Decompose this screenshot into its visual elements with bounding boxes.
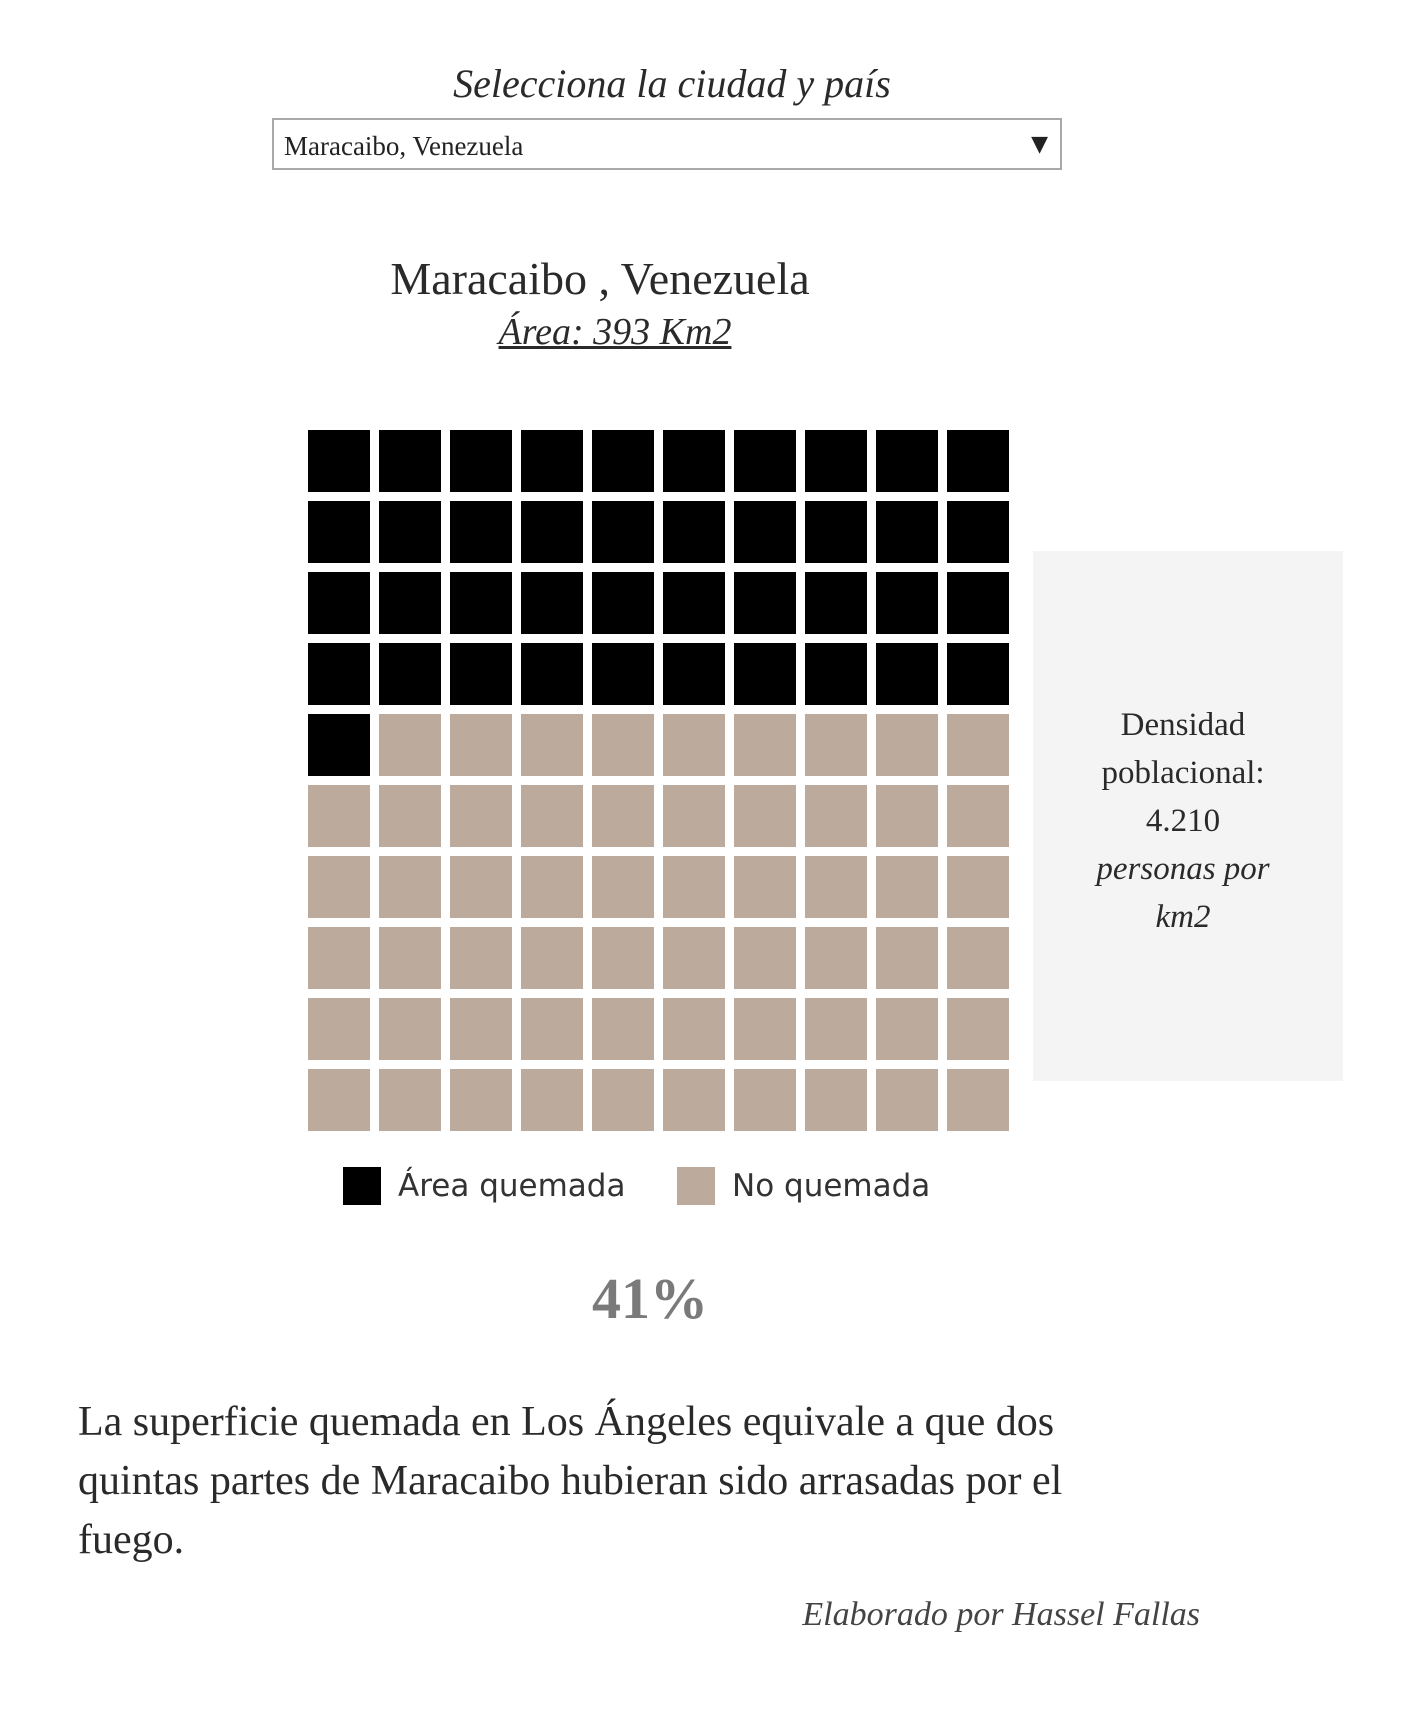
legend-label-burned: Área quemada xyxy=(398,1168,626,1204)
city-area: Área: 393 Km2 xyxy=(498,311,732,353)
waffle-cell-unburned xyxy=(734,1069,796,1131)
waffle-cell-burned xyxy=(947,643,1009,705)
waffle-cell-burned xyxy=(521,643,583,705)
waffle-cell-unburned xyxy=(663,785,725,847)
waffle-cell-burned xyxy=(308,501,370,563)
waffle-cell-burned xyxy=(379,430,441,492)
waffle-cell-unburned xyxy=(379,998,441,1060)
waffle-cell-unburned xyxy=(450,714,512,776)
waffle-cell-burned xyxy=(734,572,796,634)
waffle-cell-burned xyxy=(947,430,1009,492)
waffle-cell-unburned xyxy=(734,785,796,847)
waffle-cell-unburned xyxy=(592,785,654,847)
waffle-cell-unburned xyxy=(947,714,1009,776)
waffle-cell-unburned xyxy=(592,856,654,918)
waffle-cell-unburned xyxy=(521,785,583,847)
density-panel xyxy=(1033,551,1343,1081)
waffle-cell-burned xyxy=(876,643,938,705)
waffle-cell-unburned xyxy=(308,856,370,918)
waffle-cell-unburned xyxy=(947,785,1009,847)
waffle-cell-burned xyxy=(663,572,725,634)
waffle-cell-unburned xyxy=(805,856,867,918)
waffle-cell-unburned xyxy=(876,714,938,776)
waffle-cell-unburned xyxy=(805,785,867,847)
waffle-cell-unburned xyxy=(734,714,796,776)
waffle-cell-unburned xyxy=(592,1069,654,1131)
density-unit-line1: personas por xyxy=(1096,851,1270,887)
waffle-cell-burned xyxy=(308,643,370,705)
waffle-cell-burned xyxy=(805,501,867,563)
waffle-cell-burned xyxy=(734,643,796,705)
selector-label: Selecciona la ciudad y país xyxy=(453,61,891,106)
waffle-cell-burned xyxy=(379,643,441,705)
waffle-cell-unburned xyxy=(734,927,796,989)
waffle-cell-unburned xyxy=(379,927,441,989)
waffle-cell-burned xyxy=(947,572,1009,634)
waffle-cell-unburned xyxy=(521,1069,583,1131)
waffle-cell-unburned xyxy=(521,856,583,918)
waffle-cell-unburned xyxy=(876,927,938,989)
waffle-cell-burned xyxy=(308,430,370,492)
waffle-cell-burned xyxy=(947,501,1009,563)
waffle-cell-unburned xyxy=(947,1069,1009,1131)
waffle-cell-burned xyxy=(805,643,867,705)
waffle-cell-unburned xyxy=(663,714,725,776)
waffle-cell-unburned xyxy=(876,856,938,918)
waffle-cell-unburned xyxy=(521,998,583,1060)
waffle-cell-burned xyxy=(379,572,441,634)
waffle-cell-unburned xyxy=(734,856,796,918)
waffle-cell-unburned xyxy=(663,927,725,989)
waffle-cell-burned xyxy=(592,572,654,634)
waffle-cell-burned xyxy=(379,501,441,563)
waffle-cell-unburned xyxy=(805,1069,867,1131)
waffle-cell-unburned xyxy=(521,714,583,776)
waffle-cell-unburned xyxy=(805,714,867,776)
waffle-cell-burned xyxy=(450,501,512,563)
density-text xyxy=(1033,701,1333,941)
waffle-cell-burned xyxy=(805,572,867,634)
caption: La superficie quemada en Los Ángeles equivale a que dos quintas partes de Maracaibo hubieran sido arrasadas por el fuego. xyxy=(78,1399,1063,1563)
waffle-cell-burned xyxy=(592,430,654,492)
waffle-cell-unburned xyxy=(308,785,370,847)
waffle-cell-unburned xyxy=(805,998,867,1060)
burned-percent: 41% xyxy=(592,1266,708,1331)
waffle-cell-unburned xyxy=(450,927,512,989)
waffle-cell-unburned xyxy=(663,856,725,918)
credit: Elaborado por Hassel Fallas xyxy=(802,1596,1200,1633)
waffle-cell-unburned xyxy=(450,998,512,1060)
density-label-line1: Densidad xyxy=(1120,707,1246,743)
waffle-cell-unburned xyxy=(450,1069,512,1131)
waffle-cell-burned xyxy=(521,430,583,492)
waffle-cell-burned xyxy=(663,643,725,705)
waffle-cell-unburned xyxy=(876,1069,938,1131)
waffle-cell-unburned xyxy=(734,998,796,1060)
legend-label-not-burned: No quemada xyxy=(732,1168,931,1204)
waffle-cell-burned xyxy=(450,572,512,634)
chevron-down-icon[interactable]: ▼ xyxy=(1031,132,1048,157)
waffle-cell-unburned xyxy=(592,714,654,776)
waffle-cell-unburned xyxy=(379,1069,441,1131)
legend-swatch-burned xyxy=(343,1167,381,1205)
waffle-cell-unburned xyxy=(592,927,654,989)
waffle-cell-burned xyxy=(450,643,512,705)
waffle-cell-unburned xyxy=(308,927,370,989)
waffle-cell-unburned xyxy=(805,927,867,989)
waffle-cell-burned xyxy=(308,572,370,634)
select-value: Maracaibo, Venezuela xyxy=(284,131,524,161)
waffle-cell-burned xyxy=(734,430,796,492)
waffle-cell-burned xyxy=(592,501,654,563)
waffle-cell-burned xyxy=(521,501,583,563)
waffle-cell-unburned xyxy=(663,1069,725,1131)
waffle-cell-unburned xyxy=(663,998,725,1060)
waffle-cell-unburned xyxy=(876,785,938,847)
density-label-line2: poblacional: xyxy=(1101,755,1265,791)
waffle-cell-burned xyxy=(308,714,370,776)
waffle-cell-burned xyxy=(805,430,867,492)
waffle-cell-burned xyxy=(876,501,938,563)
density-unit-line2: km2 xyxy=(1155,899,1211,935)
waffle-cell-burned xyxy=(876,430,938,492)
waffle-cell-unburned xyxy=(379,785,441,847)
waffle-cell-unburned xyxy=(379,856,441,918)
waffle-cell-unburned xyxy=(450,785,512,847)
waffle-cell-unburned xyxy=(947,998,1009,1060)
waffle-cell-unburned xyxy=(947,856,1009,918)
waffle-cell-unburned xyxy=(592,998,654,1060)
waffle-cell-unburned xyxy=(450,856,512,918)
waffle-cell-unburned xyxy=(379,714,441,776)
waffle-cell-burned xyxy=(450,430,512,492)
waffle-cell-burned xyxy=(734,501,796,563)
waffle-cell-burned xyxy=(521,572,583,634)
legend-swatch-not-burned xyxy=(677,1167,715,1205)
waffle-cell-unburned xyxy=(521,927,583,989)
waffle-cell-unburned xyxy=(308,1069,370,1131)
waffle-cell-unburned xyxy=(947,927,1009,989)
waffle-cell-unburned xyxy=(876,998,938,1060)
waffle-cell-burned xyxy=(876,572,938,634)
waffle-cell-unburned xyxy=(308,998,370,1060)
density-value: 4.210 xyxy=(1145,803,1221,839)
waffle-cell-burned xyxy=(663,430,725,492)
waffle-cell-burned xyxy=(663,501,725,563)
city-title: Maracaibo , Venezuela xyxy=(390,253,810,304)
waffle-cell-burned xyxy=(592,643,654,705)
